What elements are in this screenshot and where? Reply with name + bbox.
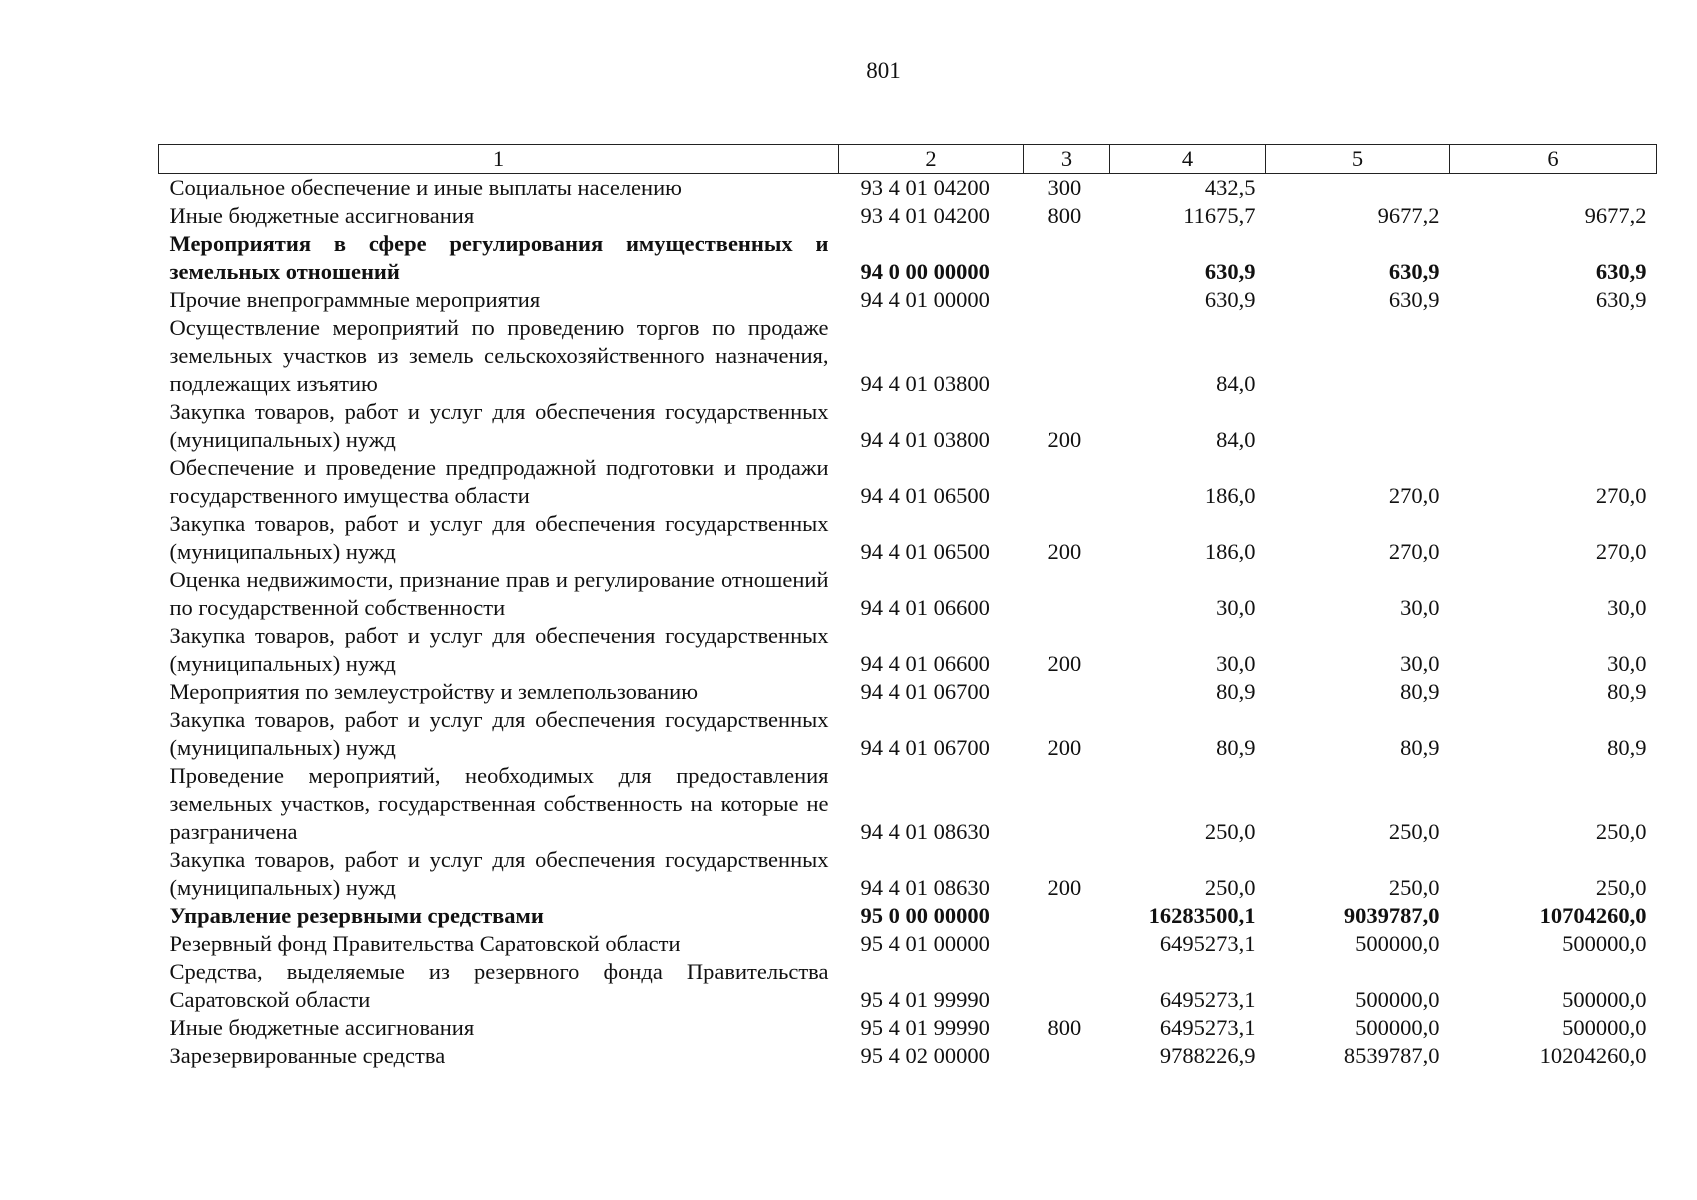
row-code: 94 4 01 06700 [860,679,990,704]
row-value-col5: 30,0 [1400,595,1440,620]
table-row [159,902,1657,930]
row-expense-type [1024,454,1110,510]
row-name: Мероприятия в сфере регулирования имущественных и земельных отношений [169,231,829,284]
row-value-col4: 84,0 [1216,371,1256,396]
row-code: 94 4 01 08630 [860,875,990,900]
row-value-col5 [1266,398,1450,454]
table-row [159,1042,1657,1070]
row-expense-type: 200 [1047,427,1082,452]
row-expense-type: 200 [1047,735,1082,760]
row-value-col5: 9039787,0 [1343,903,1440,928]
row-expense-type: 300 [1047,175,1082,200]
table-header [159,145,1657,174]
row-name: Мероприятия по землеустройству и землепользованию [169,679,699,704]
table-row [159,174,1657,203]
row-value-col4: 630,9 [1204,259,1256,284]
row-value-col4: 9788226,9 [1159,1043,1256,1068]
table-row [159,202,1657,230]
row-name: Оценка недвижимости, признание прав и регулирование отношений по государственной собственности [169,567,829,620]
row-name: Обеспечение и проведение предпродажной подготовки и продажи государственного имущества области [169,455,829,508]
row-value-col5 [1266,174,1450,203]
row-value-col5: 270,0 [1388,483,1440,508]
column-header-3: 3 [1024,145,1110,174]
row-code: 94 4 01 08630 [860,819,990,844]
row-name: Социальное обеспечение и иные выплаты населению [169,175,682,200]
table-row [159,398,1657,454]
row-code: 94 4 01 06600 [860,595,990,620]
row-value-col6 [1450,398,1657,454]
row-value-col6: 10704260,0 [1539,903,1647,928]
row-value-col4: 11675,7 [1183,203,1256,228]
row-code: 94 4 01 00000 [860,287,990,312]
row-value-col5: 270,0 [1388,539,1440,564]
row-name: Управление резервными средствами [169,903,544,928]
row-expense-type [1024,902,1110,930]
column-header-2: 2 [839,145,1024,174]
row-value-col6: 500000,0 [1562,1015,1647,1040]
table-row [159,286,1657,314]
row-expense-type: 200 [1047,539,1082,564]
row-name: Резервный фонд Правительства Саратовской области [169,931,681,956]
row-name: Закупка товаров, работ и услуг для обеспечения государственных (муниципальных) нужд [169,623,829,676]
row-value-col6 [1450,314,1657,398]
row-code: 93 4 01 04200 [860,203,990,228]
row-value-col5: 8539787,0 [1343,1043,1440,1068]
table-row [159,846,1657,902]
row-value-col4: 432,5 [1204,175,1256,200]
row-code: 94 4 01 03800 [860,427,990,452]
budget-table [158,144,1657,1070]
row-value-col4: 6495273,1 [1159,1015,1256,1040]
row-code: 94 4 01 06700 [860,735,990,760]
row-value-col5: 500000,0 [1355,987,1440,1012]
row-expense-type [1024,678,1110,706]
row-name: Прочие внепрограммные мероприятия [169,287,541,312]
row-name: Закупка товаров, работ и услуг для обеспечения государственных (муниципальных) нужд [169,511,829,564]
table-row [159,314,1657,398]
row-name: Проведение мероприятий, необходимых для предоставления земельных участков, государственная собственность на которые не разграничена [169,763,829,844]
row-value-col4: 80,9 [1216,679,1256,704]
row-value-col5: 30,0 [1400,651,1440,676]
row-value-col6: 250,0 [1595,875,1647,900]
row-value-col4: 84,0 [1216,427,1256,452]
table-row [159,622,1657,678]
row-expense-type [1024,314,1110,398]
row-value-col5: 630,9 [1388,259,1440,284]
column-header-6: 6 [1450,145,1657,174]
row-value-col4: 6495273,1 [1159,931,1256,956]
row-code: 94 4 01 03800 [860,371,990,396]
row-value-col4: 250,0 [1204,819,1256,844]
row-value-col5: 630,9 [1388,287,1440,312]
row-value-col5: 500000,0 [1355,931,1440,956]
row-value-col6: 80,9 [1607,679,1647,704]
table-row [159,230,1657,286]
row-value-col6: 630,9 [1595,259,1647,284]
row-value-col4: 30,0 [1216,651,1256,676]
row-value-col6: 270,0 [1595,539,1647,564]
row-expense-type [1024,1042,1110,1070]
row-expense-type [1024,958,1110,1014]
row-expense-type: 200 [1047,651,1082,676]
row-name: Иные бюджетные ассигнования [169,203,475,228]
table-row [159,566,1657,622]
row-name: Закупка товаров, работ и услуг для обеспечения государственных (муниципальных) нужд [169,707,829,760]
row-value-col6: 500000,0 [1562,931,1647,956]
row-expense-type [1024,930,1110,958]
row-value-col4: 30,0 [1216,595,1256,620]
row-value-col6: 80,9 [1607,735,1647,760]
row-value-col6: 500000,0 [1562,987,1647,1012]
header-row [159,145,1657,174]
row-value-col5: 80,9 [1400,735,1440,760]
row-value-col6: 250,0 [1595,819,1647,844]
row-name: Иные бюджетные ассигнования [169,1015,475,1040]
row-code: 94 4 01 06500 [860,483,990,508]
row-expense-type [1024,762,1110,846]
row-expense-type [1024,286,1110,314]
row-expense-type [1024,566,1110,622]
row-value-col5: 250,0 [1388,875,1440,900]
table-row [159,510,1657,566]
table-row [159,762,1657,846]
row-value-col4: 186,0 [1204,483,1256,508]
row-value-col4: 630,9 [1204,287,1256,312]
table-row [159,958,1657,1014]
row-expense-type: 200 [1047,875,1082,900]
row-value-col5 [1266,314,1450,398]
row-value-col5: 500000,0 [1355,1015,1440,1040]
table-row [159,454,1657,510]
row-value-col6: 30,0 [1607,651,1647,676]
row-value-col4: 6495273,1 [1159,987,1256,1012]
row-expense-type: 800 [1047,1015,1082,1040]
row-expense-type: 800 [1047,203,1082,228]
row-name: Зарезервированные средства [169,1043,446,1068]
row-value-col6 [1450,174,1657,203]
table-row [159,1014,1657,1042]
row-name: Средства, выделяемые из резервного фонда Правительства Саратовской области [169,959,829,1012]
row-value-col6: 10204260,0 [1539,1043,1647,1068]
row-code: 93 4 01 04200 [860,175,990,200]
row-code: 95 0 00 00000 [860,903,990,928]
row-value-col5: 250,0 [1388,819,1440,844]
row-value-col6: 30,0 [1607,595,1647,620]
row-name: Закупка товаров, работ и услуг для обеспечения государственных (муниципальных) нужд [169,847,829,900]
row-value-col4: 80,9 [1216,735,1256,760]
row-code: 95 4 01 99990 [860,987,990,1012]
row-value-col5: 80,9 [1400,679,1440,704]
row-code: 94 4 01 06600 [860,651,990,676]
row-code: 94 0 00 00000 [860,259,990,284]
row-value-col4: 16283500,1 [1148,903,1256,928]
table-row [159,678,1657,706]
table-row [159,706,1657,762]
table-body [159,174,1657,1071]
row-name: Осуществление мероприятий по проведению торгов по продаже земельных участков из земель сельскохозяйственного назначения, подлежащих изъятию [169,315,829,396]
page-number: 801 [866,58,901,83]
column-header-1: 1 [159,145,839,174]
row-value-col6: 270,0 [1595,483,1647,508]
row-expense-type [1024,230,1110,286]
row-value-col4: 250,0 [1204,875,1256,900]
row-value-col6: 630,9 [1595,287,1647,312]
table-row [159,930,1657,958]
row-value-col6: 9677,2 [1584,203,1647,228]
row-code: 95 4 02 00000 [860,1043,990,1068]
row-value-col4: 186,0 [1204,539,1256,564]
row-value-col5: 9677,2 [1377,203,1440,228]
column-header-4: 4 [1110,145,1266,174]
row-code: 95 4 01 00000 [860,931,990,956]
row-code: 94 4 01 06500 [860,539,990,564]
row-code: 95 4 01 99990 [860,1015,990,1040]
row-name: Закупка товаров, работ и услуг для обеспечения государственных (муниципальных) нужд [169,399,829,452]
column-header-5: 5 [1266,145,1450,174]
